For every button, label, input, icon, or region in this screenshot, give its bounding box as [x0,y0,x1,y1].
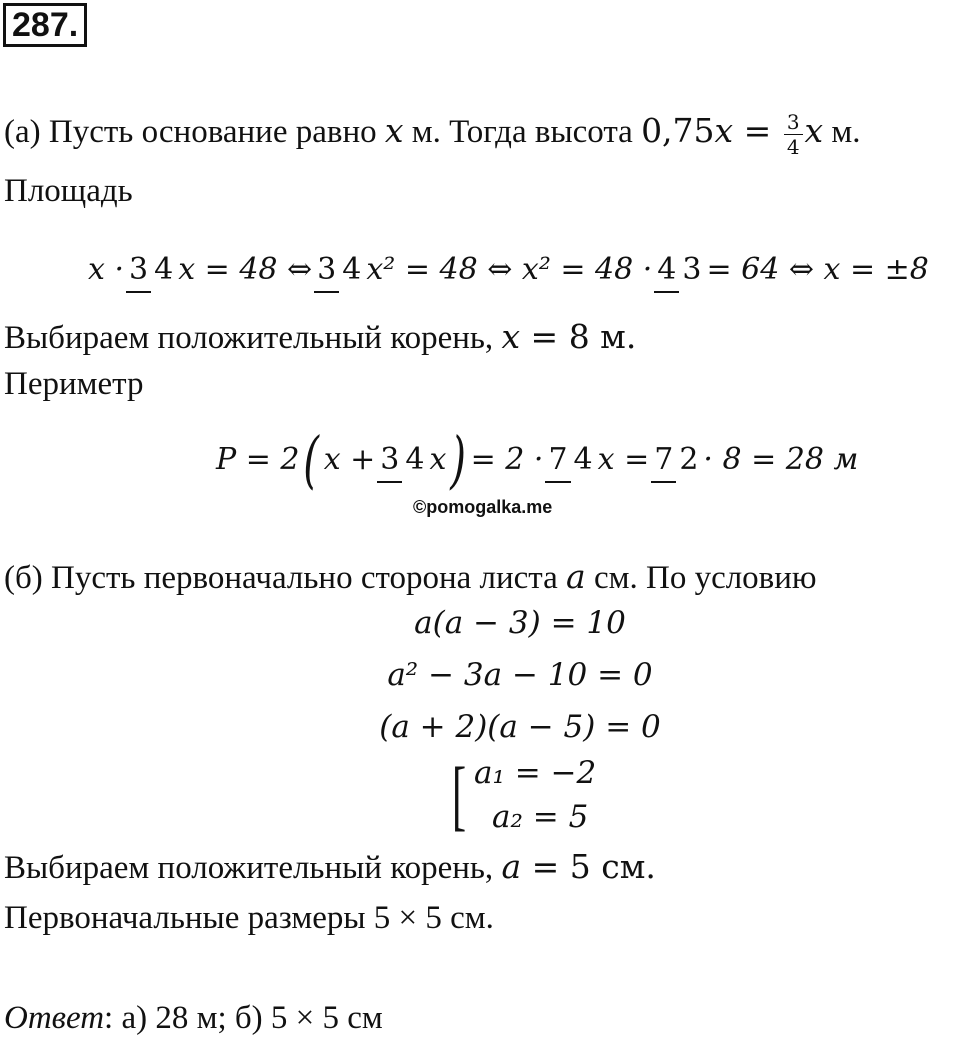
perim-eq-term-5: x = [597,441,650,477]
perim-eq-fraction-1 [377,442,427,477]
curly-brace: [ [451,751,467,838]
area-eq-fraction-1 [126,252,176,287]
answer-label: Ответ [4,1000,105,1036]
perim-eq-term-4: = 2 · [470,441,544,477]
height-coefficient: 0,75 [641,111,715,151]
perim-eq-fraction-2 [545,442,595,477]
var-a-2: a [501,847,522,886]
area-eq-f1-num: 3 [126,252,151,293]
fraction-numerator: 3 [784,112,803,135]
area-eq-fraction-3 [654,252,704,287]
perim-eq-f2-den: 4 [573,442,593,477]
fraction-three-quarters [784,112,803,157]
unit-meters: м. [823,114,861,151]
part-a-intro-prefix: (а) Пусть основание равно [4,114,385,151]
choose-root-value: = 8 м. [520,317,637,356]
answer-line [4,1000,383,1038]
perim-eq-f1-num: 3 [377,442,402,483]
area-equation [88,222,929,318]
equation-b-2: a² − 3a − 10 = 0 [387,657,653,693]
perim-eq-term-6: · 8 = 28 м [703,441,859,477]
area-eq-term-3: x² = 48 ⇔ x² = 48 · [366,251,653,287]
root-a2: a₂ = 5 [491,799,589,835]
area-label: Площадь [4,173,133,209]
perim-eq-term-1: P = 2 [216,441,300,477]
perim-eq-f3-den: 2 [679,442,699,477]
watermark: ©pomogalka.me [413,497,553,517]
answer-text: : а) 28 м; б) 5 × 5 см [104,1000,383,1036]
area-eq-f3-num: 4 [654,252,679,293]
perimeter-equation [216,412,858,508]
var-x: x [384,111,404,151]
problem-number: 287. [3,3,87,47]
part-a-intro-mid: м. Тогда высота [403,114,642,151]
original-sizes: Первоначальные размеры 5 × 5 см. [4,900,494,936]
left-paren: ( [303,423,320,496]
fraction-denominator: 4 [786,135,800,159]
var-x-3: x [804,111,824,151]
right-paren: ) [450,423,467,496]
area-eq-f2-num: 3 [314,252,339,293]
perim-eq-f3-num: 7 [651,442,676,483]
root-a1: a₁ = −2 [473,755,597,791]
area-eq-term-4: = 64 ⇔ x = ±8 [706,251,929,287]
equals-sign: = [733,111,782,151]
part-b-intro-prefix: (б) Пусть первоначально сторона листа [4,560,567,596]
perim-eq-term-3: x [429,441,447,477]
part-a-choose-root [4,318,636,358]
choose-root-prefix-b: Выбираем положительный корень, [4,850,502,886]
var-x-2: x [714,111,734,151]
area-eq-f2-den: 4 [342,252,362,287]
area-eq-term-1: x · [88,251,124,287]
area-eq-term-2: x = 48 ⇔ [178,251,313,287]
perim-eq-f1-den: 4 [405,442,425,477]
equation-b-3: (a + 2)(a − 5) = 0 [379,709,661,745]
equation-b-1: a(a − 3) = 10 [414,605,626,641]
area-eq-f3-den: 3 [682,252,702,287]
system-of-roots [446,750,596,840]
perim-eq-fraction-3 [651,442,701,477]
part-b-choose-root [4,848,656,888]
area-eq-f1-den: 4 [154,252,174,287]
perimeter-label: Периметр [4,366,144,402]
var-x-4: x [501,317,521,356]
choose-root-prefix: Выбираем положительный корень, [4,320,502,356]
part-a-intro [4,112,861,157]
area-eq-fraction-2 [314,252,364,287]
choose-root-value-b: = 5 см. [521,847,656,886]
part-b-intro [4,558,817,598]
part-b-intro-suffix: см. По условию [585,560,817,596]
perim-eq-f2-num: 7 [545,442,570,483]
var-a: a [566,557,586,596]
perim-eq-term-2: x + [323,441,376,477]
